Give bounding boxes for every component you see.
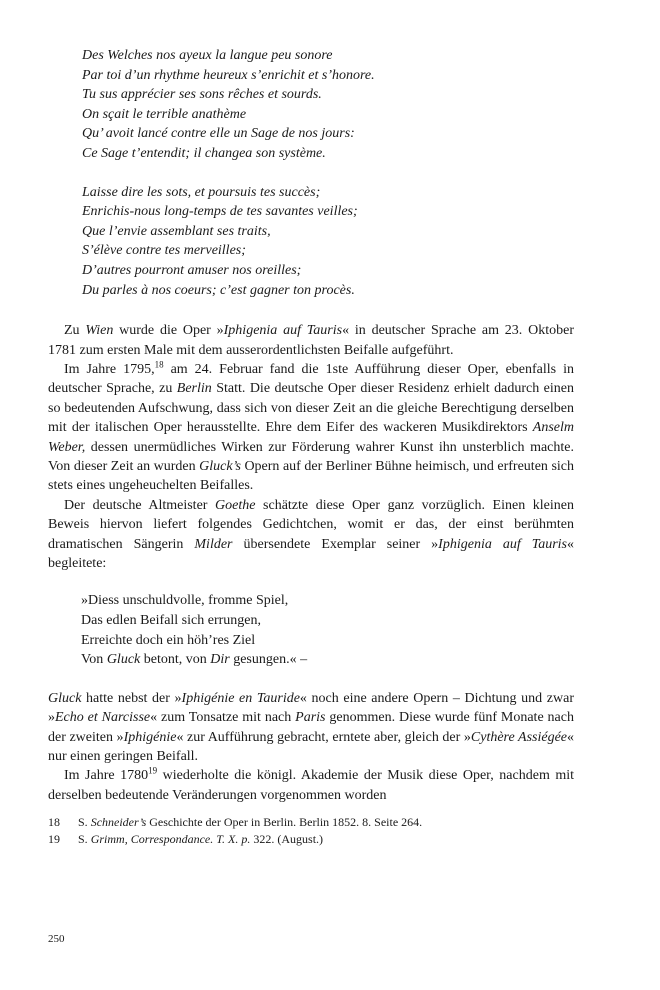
verse-line: Ce Sage t’entendit; il changea son système. — [82, 145, 326, 161]
verse-line: Tu sus apprécier ses sons rêches et sourds. — [82, 87, 322, 103]
poem-line: Erreichte doch ein höh’res Ziel — [81, 632, 256, 648]
french-verse-stanza-1 — [82, 46, 574, 164]
verse-line: Du parles à nos coeurs; c’est gagner ton procès. — [82, 282, 355, 298]
footnote-ref-19: 19 — [148, 765, 158, 776]
page-number: 250 — [48, 933, 65, 945]
verse-line: Par toi d’un rhythme heureux s’enrichit et s’honore. — [82, 67, 375, 83]
verse-line: S’élève contre tes merveilles; — [82, 243, 246, 259]
footnote-text: S. Grimm, Correspondance. T. X. p. 322. (August.) — [78, 832, 324, 847]
french-verse-stanza-2 — [82, 183, 574, 301]
paragraph-wien: Zu Wien wurde die Oper »Iphigenia auf Tauris« in deutscher Sprache am 23. Oktober 1781 zum ersten Male mit dem ausserordentlichsten Beifalle aufgeführt. — [48, 323, 574, 358]
verse-line: Enrichis-nous long-temps de tes savantes veilles; — [82, 204, 358, 220]
footnotes — [48, 814, 574, 848]
verse-line: Des Welches nos ayeux la langue peu sonore — [82, 48, 333, 63]
footnote-number: 18 — [48, 815, 60, 830]
verse-line: D’autres pourront amuser nos oreilles; — [82, 262, 302, 278]
poem-line: Von Gluck betont, von Dir gesungen.« – — [81, 652, 308, 668]
poem-line: »Diess unschuldvolle, fromme Spiel, — [81, 593, 289, 609]
footnote-19 — [48, 831, 574, 848]
page-body — [48, 46, 574, 848]
paragraph-1780: Im Jahre 1780$^{19}$ wiederholte die königl. Akademie der Musik diese Oper, nachdem mit derselben bedeutende Veränderungen vorgenommen worden — [48, 765, 575, 803]
footnote-number: 19 — [48, 832, 60, 847]
footnote-text: S. Schneider’s Geschichte der Oper in Berlin. Berlin 1852. 8. Seite 264. — [78, 815, 423, 830]
body-text — [48, 321, 574, 805]
paragraph-berlin: Im Jahre 1795,18 am 24. Februar fand die 1ste Aufführung dieser Oper, ebenfalls in deutscher Sprache, zu Berlin Statt. Die deutsche Oper dieser Residenz erhielt dadurch einen so bedeutenden Aufschwung, dass sich von dieser Zeit an die gleiche Berechtigung derselben mit der italischen Oper herausstellte. Ehre dem Eifer des wackeren Musikdirektors Anselm Weber, dessen unermüdliches Wirken zur Förderung wahrer Kunst ihn unsterblich machte. Von dieser Zeit an wurden Gluck’s Opern auf der Berliner Bühne heimisch, und erfreuten sich stets eines ungeheuchelten Beifalles. — [48, 359, 575, 494]
poem-line: Das edlen Beifall sich errungen, — [81, 613, 261, 628]
paragraph-goethe: Der deutsche Altmeister Goethe schätzte diese Oper ganz vorzüglich. Einen kleinen Beweis hiervon liefert folgendes Gedichtchen, womit er das, der einst berühmten dramatischen Sängerin Milder übersendete Exemplar seiner »Iphigenia auf Tauris« begleitete: — [48, 497, 574, 571]
verse-line: On sçait le terrible anathème — [82, 106, 247, 122]
verse-line: Que l’envie assemblant ses traits, — [82, 223, 271, 239]
footnote-18 — [48, 814, 574, 831]
verse-line: Laisse dire les sots, et poursuis tes succès; — [82, 184, 321, 200]
goethe-poem — [81, 591, 574, 669]
paragraph-paris: Gluck hatte nebst der »Iphigénie en Tauride« noch eine andere Opern – Dichtung und zwar »Echo et Narcisse« zum Tonsatze mit nach Paris genommen. Diese wurde fünf Monate nach der zweiten »Iphigénie« zur Aufführung gebracht, erntete aber, gleich der »Cythère Assiégée« nur einen geringen Beifall. — [48, 690, 574, 764]
footnote-ref-18: 18 — [154, 359, 164, 370]
verse-line: Qu’ avoit lancé contre elle un Sage de nos jours: — [82, 126, 355, 142]
